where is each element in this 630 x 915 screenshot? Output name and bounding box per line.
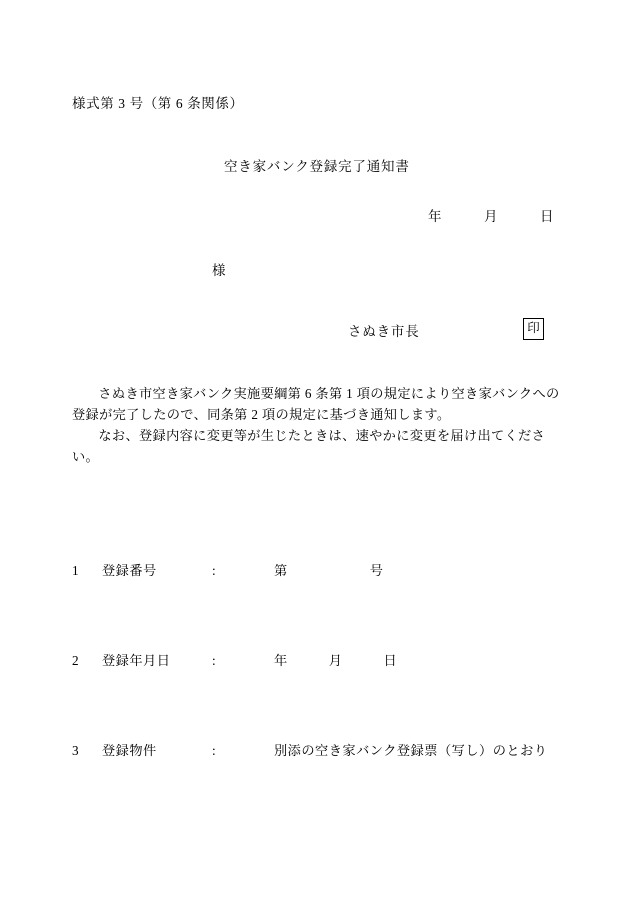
item-label: 登録年月日 [102,653,171,668]
item-colon: : [212,563,217,578]
item-value: 年 月 日 [274,653,398,668]
body-paragraph-2: なお、登録内容に変更等が生じたときは、速やかに変更を届け出てください。 [72,428,546,464]
item-value: 第 号 [274,563,384,578]
item-value: 別添の空き家バンク登録票（写し）のとおり [274,743,548,758]
seal-box: 印 [523,318,544,340]
item-number: 3 [72,743,80,758]
item-number: 1 [72,563,80,578]
list-item [72,560,572,579]
item-number: 2 [72,653,80,668]
item-colon: : [212,653,217,668]
body-paragraph-1: さぬき市空き家バンク実施要綱第 6 条第 1 項の規定により空き家バンクへの登録が完了したので、同条第 2 項の規定に基づき通知します。 [72,386,560,422]
issue-date-line: 年 月 日 [428,209,554,224]
body-text [72,383,564,467]
item-list [72,512,572,830]
addressee-honorific: 様 [212,263,226,278]
list-item [72,740,572,759]
document-title: 空き家バンク登録完了通知書 [224,159,410,174]
item-label: 登録物件 [102,743,157,758]
item-colon: : [212,743,217,758]
item-label: 登録番号 [102,563,157,578]
list-item [72,650,572,669]
issuer-name: さぬき市長 [348,324,420,339]
form-number: 様式第 3 号（第 6 条関係） [72,96,244,111]
